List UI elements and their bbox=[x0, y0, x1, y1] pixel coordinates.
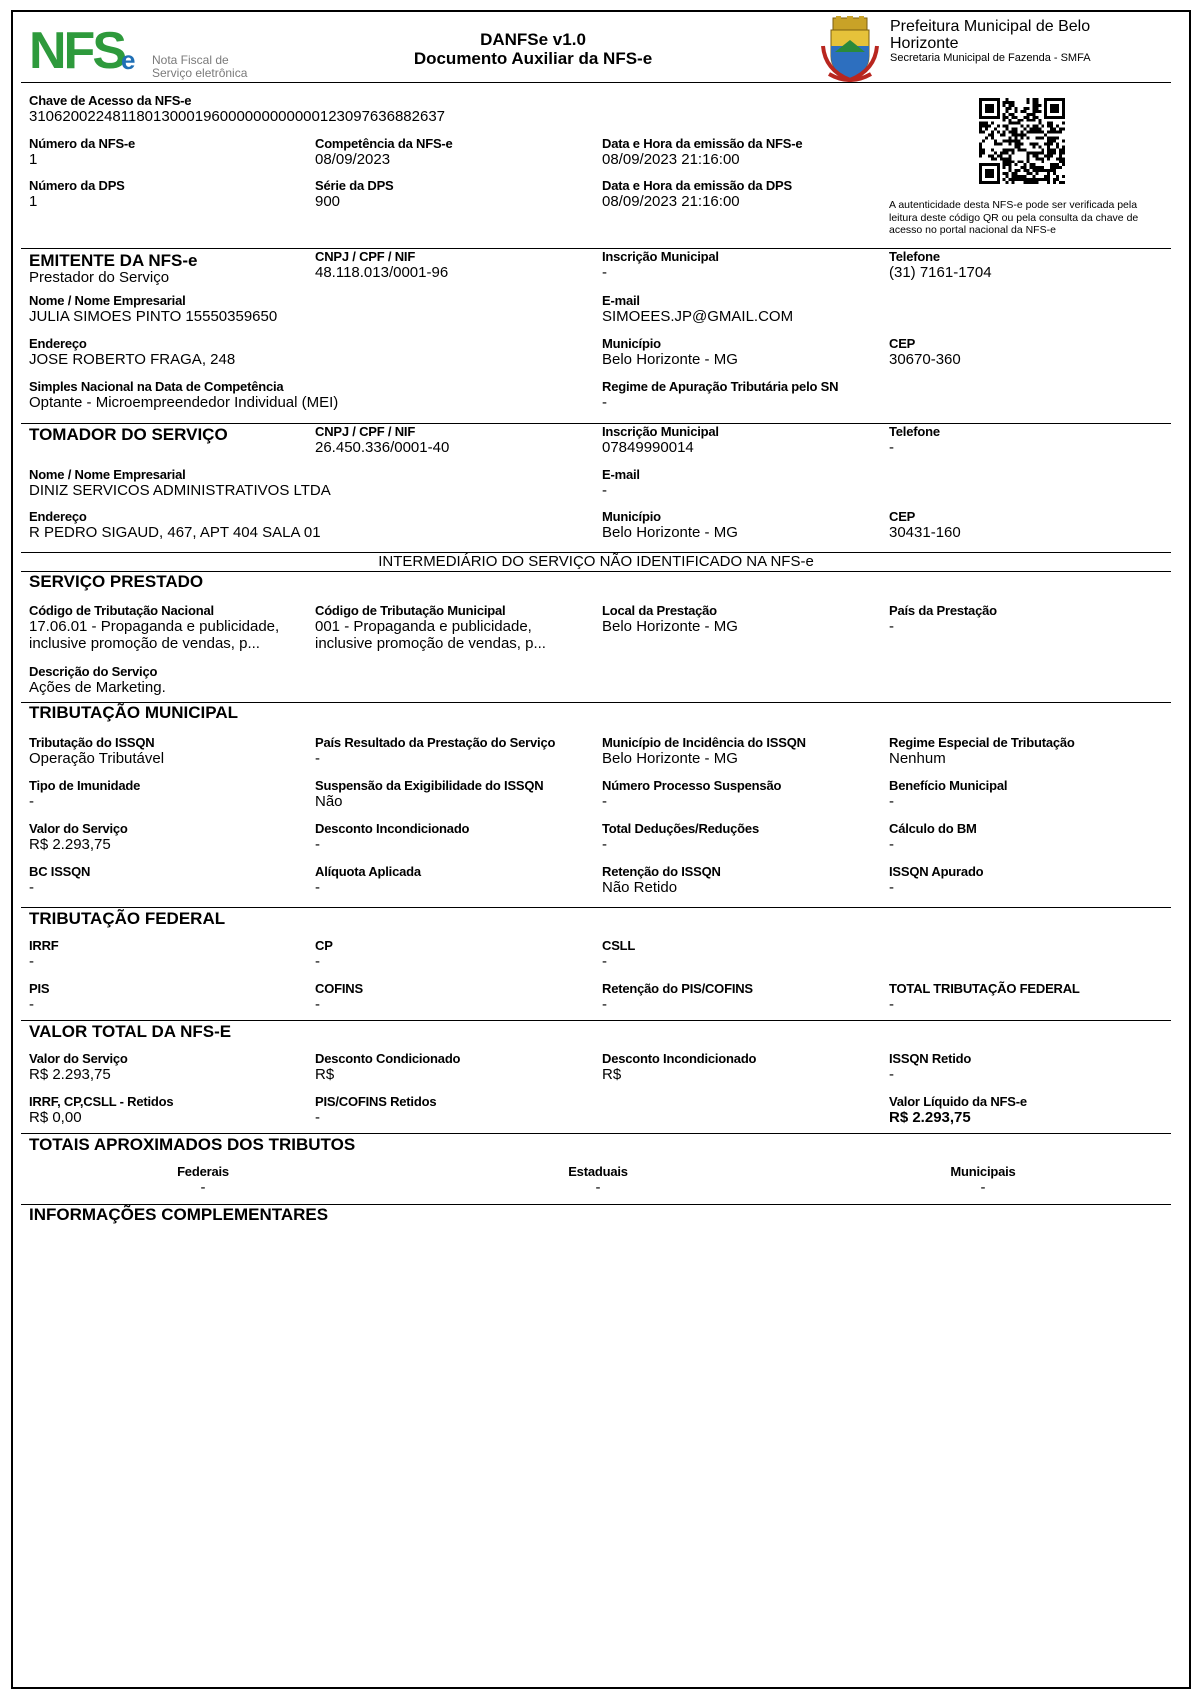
tomador-municipio-label: Município bbox=[602, 509, 661, 524]
tipo-imunidade bbox=[29, 778, 299, 810]
total-deducoes-value: - bbox=[602, 836, 607, 853]
local-prestacao-value: Belo Horizonte - MG bbox=[602, 618, 738, 635]
suspensao-exigibilidade-value: Não bbox=[315, 793, 343, 810]
codigo-trib-municipal bbox=[315, 603, 585, 652]
emitente-cep bbox=[889, 336, 1159, 368]
numero-dps-label: Número da DPS bbox=[29, 178, 125, 193]
emitente-regime bbox=[602, 379, 922, 411]
tomador-nome-label: Nome / Nome Empresarial bbox=[29, 467, 186, 482]
pis bbox=[29, 981, 299, 1013]
issqn-apurado bbox=[889, 864, 1159, 896]
descricao-servico-value: Ações de Marketing. bbox=[29, 679, 166, 696]
retencao-issqn-label: Retenção do ISSQN bbox=[602, 864, 721, 879]
data-emissao-nfse-label: Data e Hora da emissão da NFS-e bbox=[602, 136, 803, 151]
pais-resultado-label: País Resultado da Prestação do Serviço bbox=[315, 735, 556, 750]
desconto-incondicionado-total-value: R$ bbox=[602, 1066, 622, 1083]
pais-prestacao-label: País da Prestação bbox=[889, 603, 997, 618]
competencia-label: Competência da NFS-e bbox=[315, 136, 453, 151]
nfse-logo bbox=[29, 24, 259, 80]
totais-municipais-value: - bbox=[980, 1179, 986, 1196]
tomador-telefone-label: Telefone bbox=[889, 424, 940, 439]
regime-especial-label: Regime Especial de Tributação bbox=[889, 735, 1075, 750]
tomador-cep-value: 30431-160 bbox=[889, 524, 961, 541]
suspensao-exigibilidade bbox=[315, 778, 585, 810]
codigo-trib-municipal-value: 001 - Propaganda e publicidade, inclusive promoção de vendas, p... bbox=[315, 618, 546, 652]
regime-especial bbox=[889, 735, 1159, 767]
emitente-email bbox=[602, 293, 872, 325]
desconto-incondicionado-municipal-label: Desconto Incondicionado bbox=[315, 821, 470, 836]
svg-text:NFS: NFS bbox=[29, 24, 124, 74]
tomador-municipio bbox=[602, 509, 872, 541]
pais-prestacao-value: - bbox=[889, 618, 894, 635]
document-title: DANFSe v1.0 bbox=[480, 30, 586, 49]
serie-dps-label: Série da DPS bbox=[315, 178, 394, 193]
csll-value: - bbox=[602, 953, 607, 970]
emitente-tipo: Prestador do Serviço bbox=[29, 269, 170, 286]
totais-estaduais bbox=[518, 1164, 678, 1196]
totais-federais bbox=[123, 1164, 283, 1196]
numero-dps-value: 1 bbox=[29, 193, 38, 210]
emitente-cnpj bbox=[315, 249, 585, 281]
pis-cofins-retidos-label: PIS/COFINS Retidos bbox=[315, 1094, 437, 1109]
codigo-trib-nacional-value: 17.06.01 - Propaganda e publicidade, inclusive promoção de vendas, p... bbox=[29, 618, 280, 652]
retencao-pis-cofins bbox=[602, 981, 872, 1013]
regime-especial-value: Nenhum bbox=[889, 750, 946, 767]
codigo-trib-nacional-label: Código de Tributação Nacional bbox=[29, 603, 214, 618]
tributacao-issqn bbox=[29, 735, 299, 767]
issqn-retido-value: - bbox=[889, 1066, 894, 1083]
cp bbox=[315, 938, 585, 970]
aliquota-aplicada-value: - bbox=[315, 879, 320, 896]
numero-dps bbox=[29, 178, 299, 210]
divider bbox=[21, 82, 1171, 83]
cofins bbox=[315, 981, 585, 1013]
logo-sub-line2: Serviço eletrônica bbox=[152, 66, 248, 80]
pais-resultado bbox=[315, 735, 585, 767]
divider bbox=[21, 1020, 1171, 1021]
qr-authenticity-note: A autenticidade desta NFS-e pode ser verificada pela leitura deste código QR ou pela consulta da chave de acesso no portal nacional da NFS-e bbox=[889, 199, 1139, 236]
pais-resultado-value: - bbox=[315, 750, 320, 767]
desconto-incondicionado-total bbox=[602, 1051, 872, 1083]
retencao-pis-cofins-value: - bbox=[602, 996, 607, 1013]
emitente-endereco-value: JOSE ROBERTO FRAGA, 248 bbox=[29, 351, 236, 368]
section-tomador: TOMADOR DO SERVIÇO bbox=[29, 425, 228, 444]
emitente-cnpj-value: 48.118.013/0001-96 bbox=[315, 264, 449, 281]
tipo-imunidade-label: Tipo de Imunidade bbox=[29, 778, 141, 793]
tomador-municipio-value: Belo Horizonte - MG bbox=[602, 524, 738, 541]
emitente-telefone bbox=[889, 249, 1159, 281]
emitente-nome-label: Nome / Nome Empresarial bbox=[29, 293, 186, 308]
total-deducoes-label: Total Deduções/Reduções bbox=[602, 821, 759, 836]
divider bbox=[21, 907, 1171, 908]
section-emitente: EMITENTE DA NFS-e bbox=[29, 251, 198, 270]
csll bbox=[602, 938, 872, 970]
coat-of-arms-icon bbox=[819, 16, 881, 82]
descricao-servico-label: Descrição do Serviço bbox=[29, 664, 158, 679]
data-emissao-dps-value: 08/09/2023 21:16:00 bbox=[602, 193, 740, 210]
valor-servico-total bbox=[29, 1051, 299, 1083]
tomador-telefone-value: - bbox=[889, 439, 894, 456]
serie-dps bbox=[315, 178, 585, 210]
tomador-email-label: E-mail bbox=[602, 467, 640, 482]
aliquota-aplicada-label: Alíquota Aplicada bbox=[315, 864, 421, 879]
secretaria-name: Secretaria Municipal de Fazenda - SMFA bbox=[890, 52, 1091, 64]
danfse-page bbox=[11, 10, 1191, 1689]
emitente-municipio-value: Belo Horizonte - MG bbox=[602, 351, 738, 368]
local-prestacao-label: Local da Prestação bbox=[602, 603, 717, 618]
section-tributacao-municipal: TRIBUTAÇÃO MUNICIPAL bbox=[29, 703, 239, 722]
pis-cofins-retidos bbox=[315, 1094, 585, 1126]
codigo-trib-nacional bbox=[29, 603, 299, 652]
tomador-endereco bbox=[29, 509, 549, 541]
emitente-im bbox=[602, 249, 872, 281]
numero-nfse-label: Número da NFS-e bbox=[29, 136, 136, 151]
data-emissao-nfse-value: 08/09/2023 21:16:00 bbox=[602, 151, 740, 168]
aliquota-aplicada bbox=[315, 864, 585, 896]
issqn-retido-label: ISSQN Retido bbox=[889, 1051, 972, 1066]
section-valor-total: VALOR TOTAL DA NFS-E bbox=[29, 1022, 232, 1041]
tributacao-issqn-value: Operação Tributável bbox=[29, 750, 165, 767]
section-servico: SERVIÇO PRESTADO bbox=[29, 572, 204, 591]
emitente-simples-value: Optante - Microempreendedor Individual (MEI) bbox=[29, 394, 339, 411]
valor-servico-municipal bbox=[29, 821, 299, 853]
totais-federais-value: - bbox=[200, 1179, 206, 1196]
tomador-cnpj-label: CNPJ / CPF / NIF bbox=[315, 424, 416, 439]
emitente-endereco-label: Endereço bbox=[29, 336, 87, 351]
desconto-condicionado-label: Desconto Condicionado bbox=[315, 1051, 461, 1066]
irrf-cp-csll-retidos-value: R$ 0,00 bbox=[29, 1109, 82, 1126]
tomador-email-value: - bbox=[602, 482, 607, 499]
irrf-value: - bbox=[29, 953, 34, 970]
descricao-servico bbox=[29, 664, 629, 696]
emitente-regime-value: - bbox=[602, 394, 607, 411]
local-prestacao bbox=[602, 603, 872, 635]
calculo-bm-label: Cálculo do BM bbox=[889, 821, 977, 836]
municipio-incidencia bbox=[602, 735, 872, 767]
intermediario-notice: INTERMEDIÁRIO DO SERVIÇO NÃO IDENTIFICADO NA NFS-e bbox=[378, 553, 814, 570]
valor-servico-municipal-value: R$ 2.293,75 bbox=[29, 836, 111, 853]
data-emissao-dps bbox=[602, 178, 872, 210]
total-tributacao-federal bbox=[889, 981, 1159, 1013]
municipio-incidencia-label: Município de Incidência do ISSQN bbox=[602, 735, 806, 750]
valor-servico-total-label: Valor do Serviço bbox=[29, 1051, 128, 1066]
valor-servico-municipal-label: Valor do Serviço bbox=[29, 821, 128, 836]
desconto-incondicionado-municipal-value: - bbox=[315, 836, 320, 853]
csll-label: CSLL bbox=[602, 938, 636, 953]
beneficio-municipal bbox=[889, 778, 1159, 810]
competencia-nfse bbox=[315, 136, 585, 168]
desconto-incondicionado-municipal bbox=[315, 821, 585, 853]
section-informacoes-complementares: INFORMAÇÕES COMPLEMENTARES bbox=[29, 1205, 329, 1224]
document-title-block bbox=[373, 30, 693, 68]
issqn-apurado-value: - bbox=[889, 879, 894, 896]
emitente-endereco bbox=[29, 336, 549, 368]
retencao-issqn bbox=[602, 864, 872, 896]
emitente-im-value: - bbox=[602, 264, 607, 281]
qr-code-icon bbox=[979, 98, 1065, 184]
valor-liquido bbox=[889, 1094, 1159, 1126]
emitente-telefone-label: Telefone bbox=[889, 249, 940, 264]
numero-processo-suspensao-label: Número Processo Suspensão bbox=[602, 778, 782, 793]
tomador-im-label: Inscrição Municipal bbox=[602, 424, 719, 439]
totais-municipais-label: Municipais bbox=[950, 1164, 1016, 1179]
tomador-endereco-value: R PEDRO SIGAUD, 467, APT 404 SALA 01 bbox=[29, 524, 321, 541]
bc-issqn-label: BC ISSQN bbox=[29, 864, 91, 879]
total-tributacao-federal-value: - bbox=[889, 996, 894, 1013]
suspensao-exigibilidade-label: Suspensão da Exigibilidade do ISSQN bbox=[315, 778, 544, 793]
emitente-simples bbox=[29, 379, 549, 411]
tomador-nome bbox=[29, 467, 549, 499]
numero-nfse bbox=[29, 136, 299, 168]
tomador-cnpj-value: 26.450.336/0001-40 bbox=[315, 439, 450, 456]
tomador-cnpj bbox=[315, 424, 585, 456]
section-tributacao-federal: TRIBUTAÇÃO FEDERAL bbox=[29, 909, 226, 928]
bc-issqn-value: - bbox=[29, 879, 34, 896]
emitente-email-label: E-mail bbox=[602, 293, 640, 308]
tributacao-issqn-label: Tributação do ISSQN bbox=[29, 735, 155, 750]
tomador-im bbox=[602, 424, 872, 456]
tomador-cep bbox=[889, 509, 1159, 541]
pis-label: PIS bbox=[29, 981, 50, 996]
issqn-apurado-label: ISSQN Apurado bbox=[889, 864, 984, 879]
chave-acesso-value: 31062002248118013000196000000000000123097636882637 bbox=[29, 108, 446, 125]
beneficio-municipal-label: Benefício Municipal bbox=[889, 778, 1008, 793]
numero-nfse-value: 1 bbox=[29, 151, 38, 168]
issqn-retido bbox=[889, 1051, 1159, 1083]
divider bbox=[21, 1133, 1171, 1134]
calculo-bm bbox=[889, 821, 1159, 853]
tomador-telefone bbox=[889, 424, 1159, 456]
emitente-regime-label: Regime de Apuração Tributária pelo SN bbox=[602, 379, 839, 394]
cp-value: - bbox=[315, 953, 320, 970]
tipo-imunidade-value: - bbox=[29, 793, 34, 810]
chave-acesso bbox=[29, 93, 629, 125]
totais-municipais bbox=[903, 1164, 1063, 1196]
irrf bbox=[29, 938, 299, 970]
serie-dps-value: 900 bbox=[315, 193, 341, 210]
section-totais-aproximados: TOTAIS APROXIMADOS DOS TRIBUTOS bbox=[29, 1135, 356, 1154]
emitente-email-value: SIMOEES.JP@GMAIL.COM bbox=[602, 308, 794, 325]
irrf-label: IRRF bbox=[29, 938, 59, 953]
cofins-value: - bbox=[315, 996, 320, 1013]
data-emissao-dps-label: Data e Hora da emissão da DPS bbox=[602, 178, 792, 193]
valor-servico-total-value: R$ 2.293,75 bbox=[29, 1066, 111, 1083]
tomador-nome-value: DINIZ SERVICOS ADMINISTRATIVOS LTDA bbox=[29, 482, 331, 499]
pis-cofins-retidos-value: - bbox=[315, 1109, 320, 1126]
totais-estaduais-value: - bbox=[595, 1179, 601, 1196]
numero-processo-suspensao bbox=[602, 778, 872, 810]
valor-liquido-label: Valor Líquido da NFS-e bbox=[889, 1094, 1027, 1109]
desconto-condicionado-value: R$ bbox=[315, 1066, 335, 1083]
emitente-cep-label: CEP bbox=[889, 336, 916, 351]
chave-acesso-label: Chave de Acesso da NFS-e bbox=[29, 93, 192, 108]
totais-federais-label: Federais bbox=[177, 1164, 229, 1179]
prefeitura-name-line1: Prefeitura Municipal de Belo bbox=[890, 18, 1091, 35]
prefeitura-block bbox=[890, 18, 1180, 65]
tomador-email bbox=[602, 467, 872, 499]
cofins-label: COFINS bbox=[315, 981, 363, 996]
emitente-cnpj-label: CNPJ / CPF / NIF bbox=[315, 249, 416, 264]
document-subtitle: Documento Auxiliar da NFS-e bbox=[413, 49, 653, 68]
emitente-im-label: Inscrição Municipal bbox=[602, 249, 719, 264]
emitente-cep-value: 30670-360 bbox=[889, 351, 961, 368]
emitente-municipio-label: Município bbox=[602, 336, 661, 351]
tomador-im-value: 07849990014 bbox=[602, 439, 694, 456]
municipio-incidencia-value: Belo Horizonte - MG bbox=[602, 750, 738, 767]
valor-liquido-value: R$ 2.293,75 bbox=[889, 1109, 971, 1126]
pis-value: - bbox=[29, 996, 34, 1013]
desconto-condicionado bbox=[315, 1051, 585, 1083]
tomador-cep-label: CEP bbox=[889, 509, 916, 524]
emitente-simples-label: Simples Nacional na Data de Competência bbox=[29, 379, 284, 394]
tomador-endereco-label: Endereço bbox=[29, 509, 87, 524]
retencao-pis-cofins-label: Retenção do PIS/COFINS bbox=[602, 981, 753, 996]
codigo-trib-municipal-label: Código de Tributação Municipal bbox=[315, 603, 506, 618]
competencia-value: 08/09/2023 bbox=[315, 151, 391, 168]
calculo-bm-value: - bbox=[889, 836, 894, 853]
emitente-nome bbox=[29, 293, 549, 325]
total-tributacao-federal-label: TOTAL TRIBUTAÇÃO FEDERAL bbox=[889, 981, 1080, 996]
retencao-issqn-value: Não Retido bbox=[602, 879, 678, 896]
irrf-cp-csll-retidos-label: IRRF, CP,CSLL - Retidos bbox=[29, 1094, 174, 1109]
nfse-logo-mark bbox=[29, 24, 147, 74]
numero-processo-suspensao-value: - bbox=[602, 793, 607, 810]
irrf-cp-csll-retidos bbox=[29, 1094, 299, 1126]
emitente-telefone-value: (31) 7161-1704 bbox=[889, 264, 992, 281]
data-emissao-nfse bbox=[602, 136, 872, 168]
beneficio-municipal-value: - bbox=[889, 793, 894, 810]
bc-issqn bbox=[29, 864, 299, 896]
prefeitura-name-line2: Horizonte bbox=[890, 35, 959, 52]
svg-text:e: e bbox=[121, 45, 136, 74]
total-deducoes bbox=[602, 821, 872, 853]
cp-label: CP bbox=[315, 938, 333, 953]
emitente-municipio bbox=[602, 336, 872, 368]
pais-prestacao bbox=[889, 603, 1159, 635]
totais-estaduais-label: Estaduais bbox=[568, 1164, 628, 1179]
emitente-nome-value: JULIA SIMOES PINTO 15550359650 bbox=[29, 308, 278, 325]
logo-sub-line1: Nota Fiscal de bbox=[152, 53, 229, 67]
desconto-incondicionado-total-label: Desconto Incondicionado bbox=[602, 1051, 757, 1066]
